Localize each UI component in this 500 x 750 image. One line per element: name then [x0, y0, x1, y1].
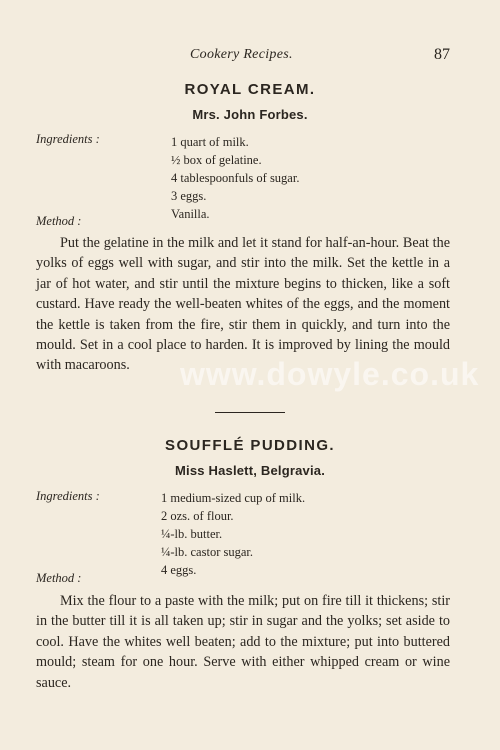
ingredients-list — [161, 489, 305, 579]
ingredients-label: Ingredients : — [36, 489, 100, 503]
ingredient-item: 1 quart of milk. — [171, 135, 249, 149]
recipe-title: SOUFFLÉ PUDDING. — [165, 437, 335, 454]
method-text: Put the gelatine in the milk and let it stand for half-an-hour. Beat the yolks of eggs well with sugar, and stir into the milk. Set the kettle in a jar of hot water, and stir until the mixture begins to thicken, like a soft custard. Have ready the well-beaten whites of the eggs, and the moment the kettle is taken from the fire, stir them in quickly, and turn into the mould. Set in a cool place to harden. It is improved by lining the mould with macaroons. — [36, 235, 450, 374]
ingredient-item: ½ box of gelatine. — [171, 153, 262, 167]
recipe-title: ROYAL CREAM. — [184, 81, 316, 98]
ingredient-item: Vanilla. — [171, 207, 210, 221]
recipe-contributor: Miss Haslett, Belgravia. — [174, 463, 326, 478]
recipe-contributor: Mrs. John Forbes. — [192, 107, 308, 122]
ingredients-label: Ingredients : — [36, 132, 100, 146]
page-number: 87 — [434, 46, 450, 63]
running-title: Cookery Recipes. — [190, 47, 293, 62]
ingredient-item: 4 eggs. — [161, 563, 197, 577]
ingredients-list — [171, 133, 299, 223]
ingredient-item: 4 tablespoonfuls of sugar. — [171, 171, 300, 185]
ingredient-item: 3 eggs. — [171, 189, 207, 203]
ingredient-item: 1 medium-sized cup of milk. — [161, 491, 306, 505]
ingredient-item: 2 ozs. of flour. — [161, 509, 234, 523]
section-divider — [215, 412, 285, 413]
ingredient-item: ¼-lb. butter. — [161, 527, 223, 541]
watermark: www.dowyle.co.uk — [180, 356, 480, 392]
method-label: Method : — [36, 571, 82, 585]
method-label: Method : — [36, 214, 82, 228]
ingredient-item: ¼-lb. castor sugar. — [161, 545, 253, 559]
method-text: Mix the flour to a paste with the milk; put on fire till it thickens; stir in the butter till it is all taken up; stir in sugar and the yolks; set aside to cool. Have the whites well beaten; add to the mixture; put into buttered mould; steam for one hour. Serve with either whipped cream or wine sauce. — [36, 593, 450, 691]
